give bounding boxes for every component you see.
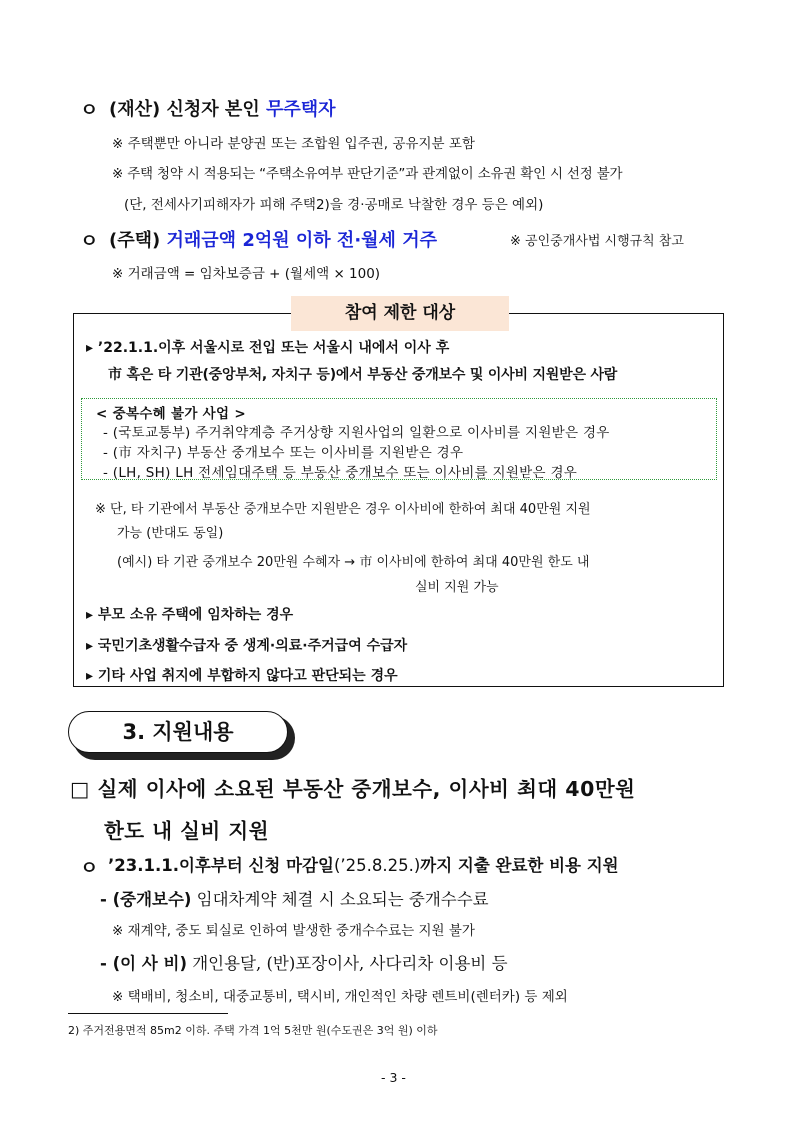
moving-label: - (이 사 비) xyxy=(100,954,187,973)
property-bullet: ㅇ xyxy=(80,99,99,121)
restriction-example-line-2: 실비 지원 가능 xyxy=(415,580,499,595)
restriction-item-1-line-1: ▸ ’22.1.1.이후 서울시로 전입 또는 서울시 내에서 이사 후 xyxy=(86,340,450,356)
property-note-1: ※ 주택뿐만 아니라 분양권 또는 조합원 입주권, 공유지분 포함 xyxy=(112,136,475,152)
section-headline-line-2: 한도 내 실비 지원 xyxy=(104,819,270,843)
footnote: 2) 주거전용면적 85m2 이하. 주택 가격 1억 5천만 원(수도권은 3억 원) 이하 xyxy=(68,1024,438,1037)
housing-heading xyxy=(109,226,437,252)
period-bullet: ㅇ xyxy=(80,857,99,879)
housing-side-note: ※ 공인중개사법 시행규칙 참고 xyxy=(510,234,684,249)
property-note-2: ※ 주택 청약 시 적용되는 “주택소유여부 판단기준”과 관계없이 소유권 확인 시 선정 불가 xyxy=(112,166,623,182)
housing-bullet: ㅇ xyxy=(80,230,99,252)
property-label: (재산) 신청자 본인 xyxy=(109,99,266,120)
restriction-item: ▸ 부모 소유 주택에 임차하는 경우 xyxy=(86,607,294,623)
duplicate-benefit-item: - (LH, SH) LH 전세임대주택 등 부동산 중개보수 또는 이사비를 지원받은 경우 xyxy=(103,465,578,481)
property-heading xyxy=(109,95,336,121)
duplicate-benefit-item: - (市 자치구) 부동산 중개보수 또는 이사비를 지원받은 경우 xyxy=(103,445,464,461)
period-deadline: (’25.8.25.) xyxy=(333,856,421,875)
moving-text: 개인용달, (반)포장이사, 사다리차 이용비 등 xyxy=(186,954,508,973)
property-highlight: 무주택자 xyxy=(265,99,336,120)
restriction-example-line-1: (예시) 타 기관 중개보수 20만원 수혜자 → 市 이사비에 한하여 최대 40만원 한도 내 xyxy=(117,555,590,570)
section-headline-line-1: □ 실제 이사에 소요된 부동산 중개보수, 이사비 최대 40만원 xyxy=(70,777,636,801)
restriction-item: ▸ 국민기초생활수급자 중 생계·의료·주거급여 수급자 xyxy=(86,638,408,654)
fee-text: 임대차계약 체결 시 소요되는 중개수수료 xyxy=(191,890,489,909)
duplicate-benefit-item: - (국토교통부) 주거취약계층 주거상향 지원사업의 일환으로 이사비를 지원받은 경우 xyxy=(103,425,610,441)
housing-highlight: 거래금액 2억원 이하 전·월세 거주 xyxy=(166,230,437,251)
restriction-exception-line-1: ※ 단, 타 기관에서 부동산 중개보수만 지원받은 경우 이사비에 한하여 최대 40만원 지원 xyxy=(95,502,591,517)
duplicate-benefit-title: < 중복수혜 불가 사업 > xyxy=(96,406,246,422)
restriction-item: ▸ 기타 사업 취지에 부합하지 않다고 판단되는 경우 xyxy=(86,668,398,684)
fee-label: - (중개보수) xyxy=(100,890,192,909)
property-note-3: (단, 전세사기피해자가 피해 주택2)을 경·공매로 낙찰한 경우 등은 예외) xyxy=(124,197,544,213)
restriction-exception-line-2: 가능 (반대도 동일) xyxy=(117,526,224,541)
period-start: ’23.1.1.이후부터 신청 마감일 xyxy=(108,856,334,875)
page-number: - 3 - xyxy=(381,1070,406,1085)
footnote-divider xyxy=(68,1013,228,1014)
moving-note: ※ 택배비, 청소비, 대중교통비, 택시비, 개인적인 차량 렌트비(렌터카) 등 제외 xyxy=(112,989,568,1005)
housing-label: (주택) xyxy=(109,230,167,251)
housing-note: ※ 거래금액 = 임차보증금 + (월세액 × 100) xyxy=(112,266,381,282)
section-title: 3. 지원내용 xyxy=(68,711,288,753)
fee-line xyxy=(100,886,489,910)
restriction-item-1-line-2: 市 혹은 타 기관(중앙부처, 자치구 등)에서 부동산 중개보수 및 이사비 지원받은 사람 xyxy=(108,367,618,383)
period-end: 까지 지출 완료한 비용 지원 xyxy=(420,856,619,875)
period-line xyxy=(108,852,619,876)
moving-line xyxy=(100,950,508,974)
restriction-title: 참여 제한 대상 xyxy=(291,296,509,331)
fee-note: ※ 재계약, 중도 퇴실로 인하여 발생한 중개수수료는 지원 불가 xyxy=(112,923,475,939)
